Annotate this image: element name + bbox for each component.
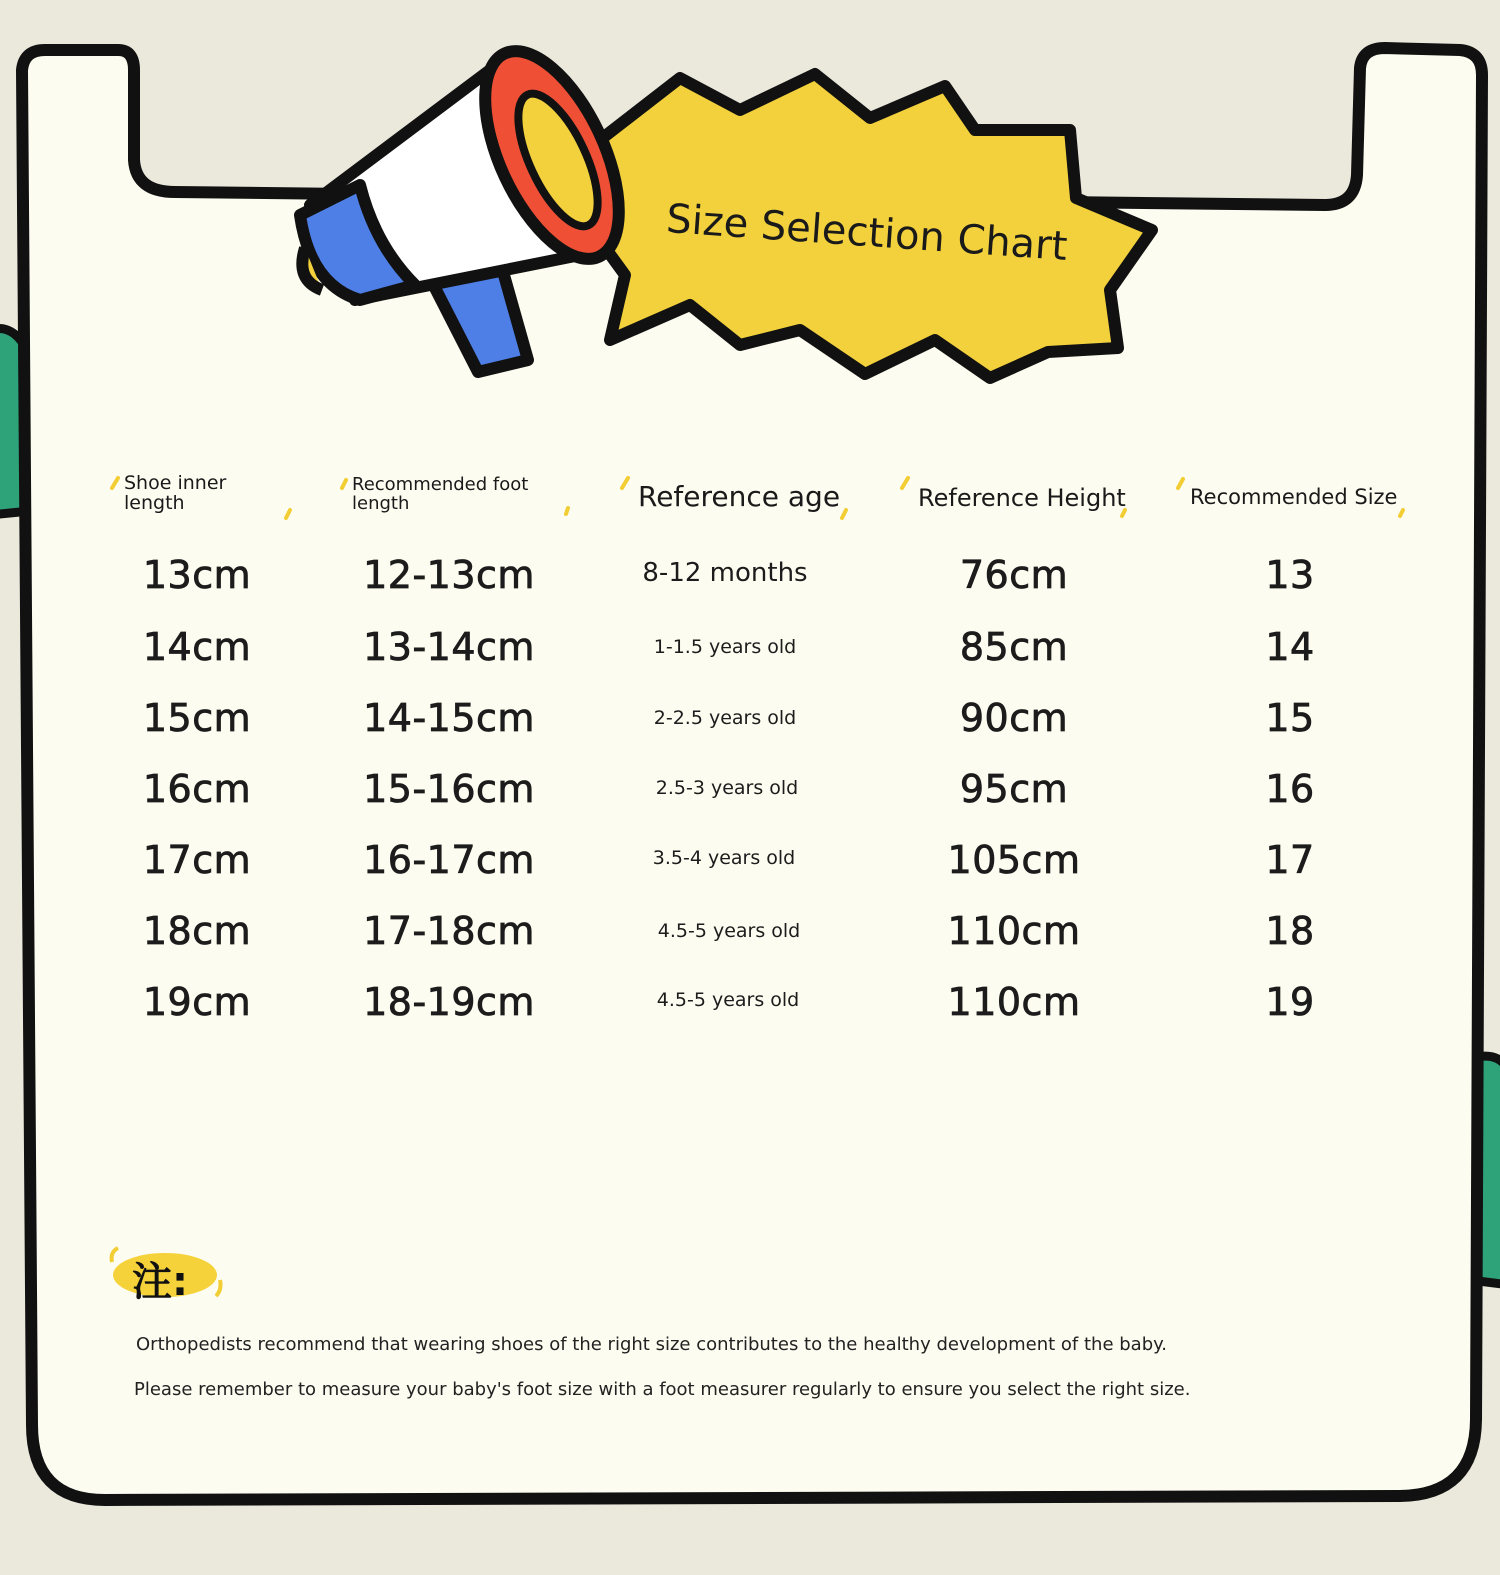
age-cell: 2.5-3 years old (655, 777, 799, 799)
size-cell: 18 (1265, 909, 1315, 953)
age-cell: 8-12 months (642, 558, 808, 588)
foot-length-cell: 17-18cm (363, 909, 535, 953)
header-shoe-inner-length: Shoe inner length (124, 472, 227, 514)
note-line: Please remember to measure your baby's foot size with a foot measurer regularly to ensure you select the right size. (134, 1379, 1191, 1400)
height-cell: 110cm (947, 909, 1081, 953)
shoe-length-cell: 17cm (142, 838, 252, 882)
shoe-length-cell: 19cm (142, 980, 252, 1024)
shoe-length-cell: 15cm (142, 696, 252, 740)
header-recommended-foot-length: Recommended foot length (352, 474, 529, 514)
height-cell: 110cm (947, 980, 1081, 1024)
chart-title: Size Selection Chart (664, 196, 1069, 270)
foot-length-cell: 12-13cm (363, 553, 535, 597)
shoe-length-cell: 13cm (142, 553, 252, 597)
size-cell: 16 (1265, 767, 1315, 811)
size-cell: 14 (1265, 625, 1315, 669)
height-cell: 95cm (959, 767, 1069, 811)
size-cell: 19 (1265, 980, 1315, 1024)
age-cell: 4.5-5 years old (657, 920, 801, 942)
note-label: 注: (132, 1259, 188, 1305)
height-cell: 76cm (959, 553, 1069, 597)
header-reference-height: Reference Height (918, 484, 1126, 512)
height-cell: 105cm (947, 838, 1081, 882)
foot-length-cell: 15-16cm (363, 767, 535, 811)
age-cell: 3.5-4 years old (652, 847, 796, 869)
age-cell: 1-1.5 years old (653, 636, 797, 658)
height-cell: 90cm (959, 696, 1069, 740)
age-cell: 2-2.5 years old (653, 707, 797, 729)
header-recommended-size: Recommended Size (1190, 485, 1398, 509)
foot-length-cell: 16-17cm (363, 838, 535, 882)
shoe-length-cell: 14cm (142, 625, 252, 669)
foot-length-cell: 13-14cm (363, 625, 535, 669)
size-cell: 15 (1265, 696, 1315, 740)
foot-length-cell: 18-19cm (363, 980, 535, 1024)
height-cell: 85cm (959, 625, 1069, 669)
note-text (134, 1334, 1191, 1414)
shoe-length-cell: 16cm (142, 767, 252, 811)
note-line: Orthopedists recommend that wearing shoes of the right size contributes to the healthy development of the baby. (136, 1334, 1167, 1355)
header-reference-age: Reference age (638, 480, 841, 513)
age-cell: 4.5-5 years old (656, 989, 800, 1011)
size-cell: 17 (1265, 838, 1315, 882)
foot-length-cell: 14-15cm (363, 696, 535, 740)
size-cell: 13 (1265, 553, 1315, 597)
shoe-length-cell: 18cm (142, 909, 252, 953)
